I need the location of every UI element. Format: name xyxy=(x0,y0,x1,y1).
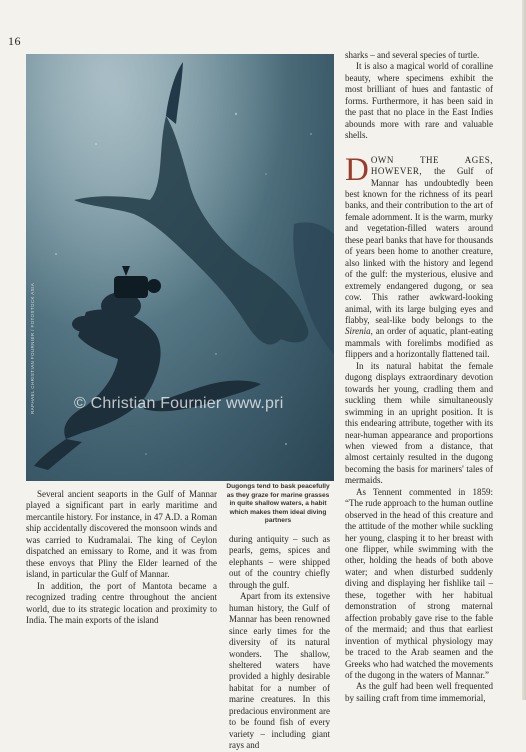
photo-caption: Dugongs tend to bask peacefully as they graze for marine grasses in quite shallow waters, a habit which makes them ideal diving partners xyxy=(226,483,330,524)
section-paragraph: DOWN THE AGES, HOWEVER, the Gulf of Mannar has undoubtedly been best known for the richness of its pearl banks, and their contribution to the art of female adornment. It is the warm, murky and vegetation-filled waters around these pearl banks that have for thousands of years been home to another creature, also linked with the history and legend of the gulf: the mysterious, elusive and extremely endangered dugong, or sea cow. This rather awkward-looking animal, with its large bulging eyes and flabby, seal-like body belongs to the Sirenia, an order of aquatic, plant-eating mammals with forelimbs modified as flippers and a horizontally flattened tail. xyxy=(345,151,493,360)
paragraph: It is also a magical world of coralline beauty, where specimens exhibit the most brilliant of hues and fantastic of forms. Furthermore, it has been said in the past that no place in the East Indies abounds more with rare and valuable shells. xyxy=(345,61,493,141)
paragraph: Apart from its extensive human history, the Gulf of Mannar has been renowned since early times for the diversity of its natural wonders. The shallow, sheltered waters have provided a highly desirable habitat for a number of marine creatures. In this predacious environment are to be found fish of every variety – including giant rays and xyxy=(229,591,330,751)
left-column xyxy=(26,489,217,626)
paragraph: As Tennent commented in 1859: “The rude approach to the human outline observed in the head of this creature and the attitude of the mother while suckling her young, clasping it to her breast with one flipper, while swimming with the other, holding the heads of both above water; and when disturbed suddenly diving and displaying her fishlike tail – these, together with her habitual demonstration of strong maternal affection probably gave rise to the fable of the mermaid; and thus that earliest invention of mythical physiology may be traced to the Arab seamen and the Greeks who had watched the movements of the dugong in the waters of Mannar.” xyxy=(345,486,493,681)
page-number: 16 xyxy=(8,34,21,48)
copyright-watermark: © Christian Fournier www.pri xyxy=(74,395,284,412)
paragraph: Several ancient seaports in the Gulf of Mannar played a significant part in early maritime and mercantile history. For instance, in 47 A.D. a Roman ship accidentally discovered the monsoon winds and was carried to Kudramalai. The king of Ceylon dispatched an emissary to Rome, and it was from these envoys that Pliny the Elder learned of the island, in particular the Gulf of Mannar. xyxy=(26,489,217,580)
drop-cap: D xyxy=(345,151,369,188)
right-column xyxy=(345,50,493,704)
paragraph: sharks – and several species of turtle. xyxy=(345,50,480,60)
paragraph: during antiquity – such as pearls, gems, spices and elephants – were shipped out of the country chiefly through the gulf. xyxy=(229,534,330,590)
lead-in: OWN THE AGES, HOWEVER, xyxy=(370,154,493,177)
dugong-diver-photo xyxy=(26,54,334,481)
middle-column xyxy=(229,534,330,752)
paragraph: In addition, the port of Mantota became a recognized trading centre throughout the ancient world, due to its strategic location and proximity to India. The main exports of the island xyxy=(26,580,217,625)
sirenia-term: Sirenia xyxy=(345,326,371,337)
paragraph: In its natural habitat the female dugong displays extraordinary devotion towards her young, cradling them and suckling them while simultaneously swimming in an upright position. It is this endearing attribute, together with its near-human appearance and proportions when viewed from a distance, that almost certainly resulted in the dugong becoming the basis for mariners' tales of mermaids. xyxy=(345,360,493,486)
paragraph: As the gulf had been well frequented by sailing craft from time immemorial, xyxy=(345,681,493,703)
page-edge xyxy=(522,0,526,700)
underwater-scene xyxy=(26,54,334,481)
photo-credit: RAPHAEL CHRISTIAN FOURNIER / FOTOSTOCK ASIA xyxy=(30,282,35,414)
